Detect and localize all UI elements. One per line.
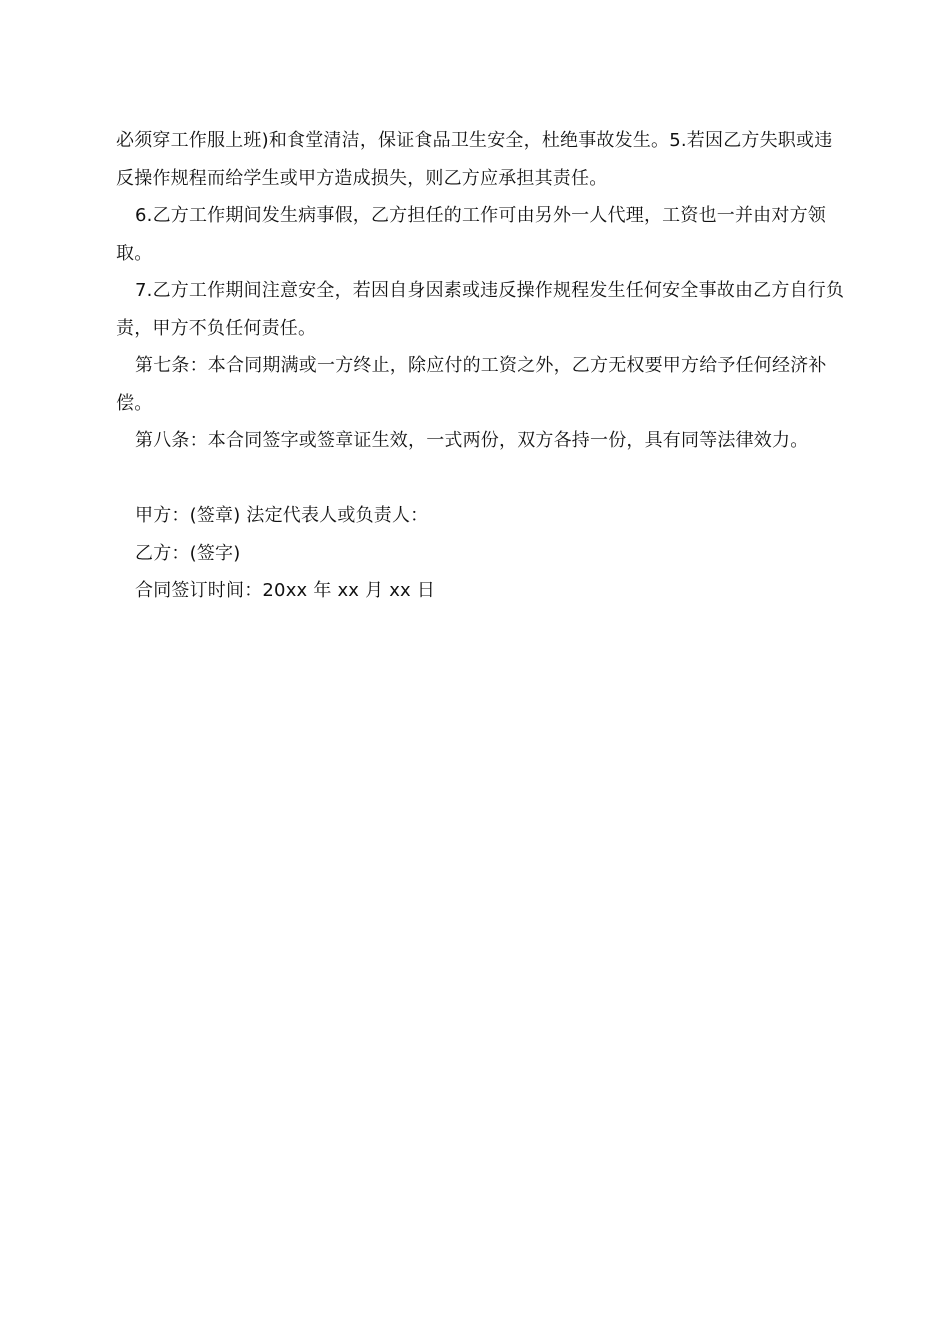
signing-date: 合同签订时间：20xx 年 xx 月 xx 日 xyxy=(135,580,436,601)
paragraph-clause-6-sick-leave: 6.乙方工作期间发生病事假，乙方担任的工作可由另外一人代理，工资也一并由对方领取。 xyxy=(116,205,826,264)
blank-line xyxy=(116,460,846,498)
contract-body xyxy=(116,122,846,610)
signature-party-b: 乙方：(签字) xyxy=(135,542,241,564)
paragraph-clause-7-safety: 7.乙方工作期间注意安全，若因自身因素或违反操作规程发生任何安全事故由乙方自行负责，甲方不负任何责任。 xyxy=(116,280,845,339)
signature-party-a: 甲方：(签章) 法定代表人或负责人： xyxy=(135,505,429,526)
paragraph-article-8-effect: 第八条：本合同签字或签章证生效，一式两份，双方各持一份，具有同等法律效力。 xyxy=(135,430,809,451)
paragraph-continuation-duties: 必须穿工作服上班)和食堂清洁，保证食品卫生安全，杜绝事故发生。5.若因乙方失职或违反操作规程而给学生或甲方造成损失，则乙方应承担其责任。 xyxy=(116,130,833,189)
paragraph-article-7-termination: 第七条：本合同期满或一方终止，除应付的工资之外，乙方无权要甲方给予任何经济补偿。 xyxy=(116,355,827,414)
